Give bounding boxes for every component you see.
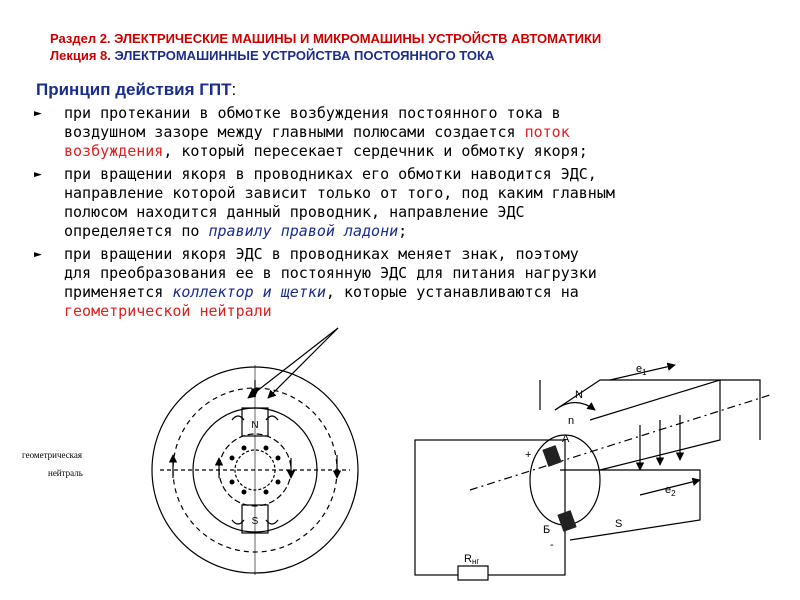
bullet-marker-icon: ► [34, 167, 42, 182]
brush-a [542, 445, 561, 467]
generator-diagram [0, 320, 800, 600]
label-pole-n: N [251, 420, 259, 431]
bullet-3-line-2: для преобразования ее в постоянную ЭДС для питания нагрузки [64, 264, 597, 282]
rotation-axis [470, 395, 770, 490]
bullet-list [30, 104, 780, 325]
bullet-2-line-4: определяется по [64, 222, 209, 240]
bullet-1-line-1: при протекании в обмотке возбуждения постоянного тока в [64, 104, 561, 122]
label-neutral-2: нейтраль [48, 468, 83, 478]
pole-n-face [590, 380, 720, 470]
bullet-3-line-3-end: , которые устанавливаются на [325, 283, 579, 301]
bullet-2-line-2: направление которой зависит только от того, под каким главным [64, 184, 615, 202]
label-pole-s: S [251, 516, 259, 527]
bullet-marker-icon: ► [34, 106, 42, 121]
pole-s-outline [560, 470, 700, 540]
lecture-label: Лекция 8. [50, 48, 115, 63]
highlight-flux-2: возбуждения [64, 142, 164, 160]
label-e1 [636, 363, 647, 377]
slide-title [36, 80, 236, 100]
bullet-2-end: ; [398, 222, 408, 240]
slide-header [50, 30, 780, 64]
highlight-right-hand-rule: правилу правой ладони [208, 222, 399, 240]
highlight-neutral: геометрической нейтрали [64, 302, 272, 320]
label-e1-sub: 1 [642, 368, 647, 377]
bullet-2-line-3: полюсом находится данный проводник, направление ЭДС [64, 203, 525, 221]
bullet-3-line-1: при вращении якоря ЭДС в проводниках меняет знак, поэтому [64, 245, 579, 263]
highlight-commutator: коллектор и щетки [172, 283, 326, 301]
external-circuit [415, 440, 565, 575]
bullet-3-line-3: применяется [64, 283, 173, 301]
label-A: А [562, 433, 570, 445]
label-plus: + [525, 449, 532, 461]
section-heading: Раздел 2. ЭЛЕКТРИЧЕСКИЕ МАШИНЫ И МИКРОМАШИНЫ УСТРОЙСТВ АВТОМАТИКИ [50, 31, 602, 46]
label-R-text: R [464, 553, 472, 565]
bullet-2-line-1: при вращении якоря в проводниках его обмотки наводится ЭДС, [64, 165, 597, 183]
rotation-arrow [555, 403, 595, 411]
bullet-item-3 [30, 245, 780, 321]
bullet-item-2 [30, 165, 780, 241]
label-neutral-1: геометрическая [22, 450, 83, 460]
pointer-line-1 [268, 328, 338, 398]
pole-n-outline [540, 380, 760, 440]
bullet-1-line-2: воздушном зазоре между главными полюсами создается [64, 123, 525, 141]
pointer-line-2 [248, 328, 338, 398]
label-R [464, 553, 479, 566]
lecture-topic: ЭЛЕКТРОМАШИННЫЕ УСТРОЙСТВА ПОСТОЯННОГО ТОКА [114, 48, 495, 63]
label-e1-text: e [636, 363, 643, 375]
label-B: Б [543, 524, 551, 536]
label-N: N [575, 389, 583, 401]
label-e2-text: e [665, 484, 672, 496]
label-S: S [615, 518, 623, 530]
machine-cross-section [152, 328, 358, 575]
brush-b [557, 510, 576, 532]
bullet-1-line-3: , который пересекает сердечник и обмотку якоря; [163, 142, 588, 160]
load-resistor [458, 566, 488, 580]
label-n: n [568, 415, 575, 427]
label-e2-sub: 2 [671, 489, 676, 498]
generator-circuit [415, 365, 770, 580]
label-minus: - [550, 539, 554, 551]
title-colon: : [231, 80, 237, 99]
lecture-heading [50, 47, 780, 64]
title-text: Принцип действия ГПТ [36, 80, 232, 99]
label-R-sub: нг [471, 557, 480, 566]
bullet-marker-icon: ► [34, 247, 42, 262]
bullet-item-1 [30, 104, 780, 161]
highlight-flux-1: поток [524, 123, 570, 141]
